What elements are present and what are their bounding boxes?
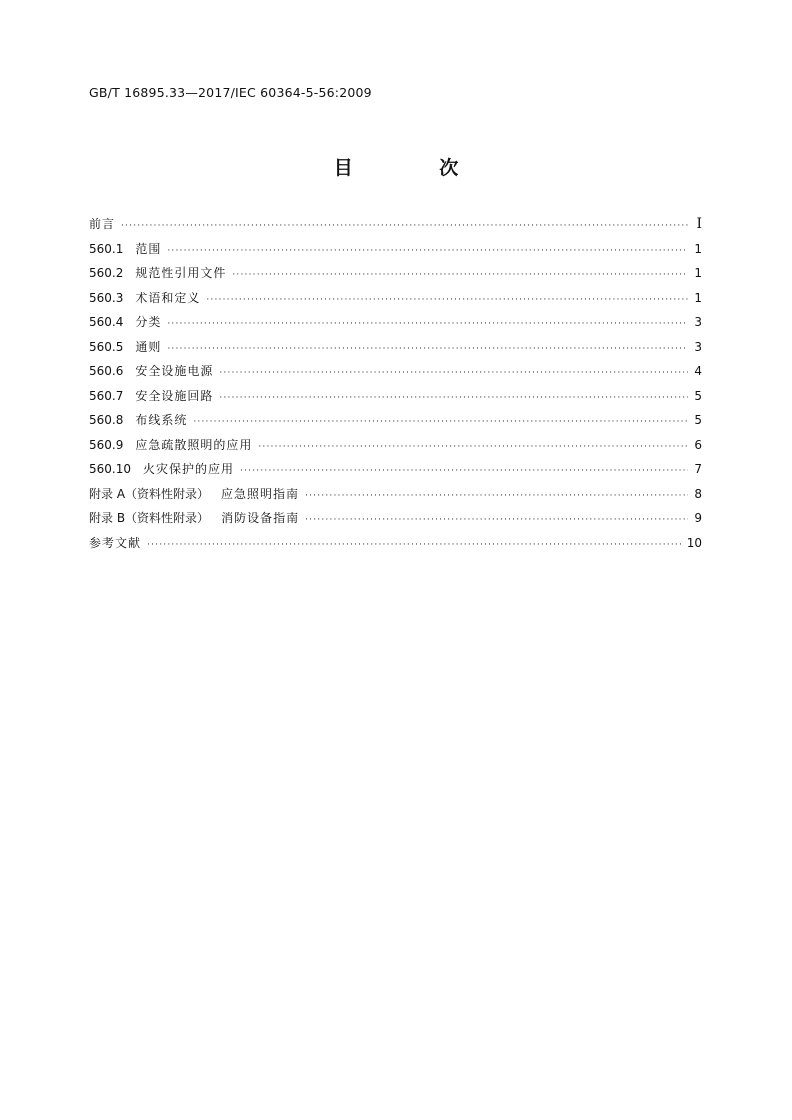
toc-entry[interactable] [89,215,702,240]
table-of-contents [89,215,702,558]
toc-page: 6 [694,437,702,452]
toc-label: 安全设施回路 [135,388,214,403]
toc-page: 4 [694,364,702,378]
toc-entry[interactable] [89,240,702,265]
toc-label: 前言 [89,217,116,231]
toc-entry[interactable] [89,289,702,314]
toc-entry[interactable] [89,264,702,289]
toc-number: 560.9 [89,437,124,452]
toc-page: Ⅰ [696,216,702,232]
toc-number: 560.6 [89,364,124,378]
toc-label: 规范性引用文件 [135,266,227,280]
toc-entry[interactable] [89,313,702,338]
toc-number: 560.1 [89,241,124,256]
toc-leader [258,442,688,452]
toc-page: 5 [694,413,702,427]
page-title: 目 次 [333,157,499,179]
toc-leader [206,295,688,305]
toc-entry[interactable] [89,534,702,559]
toc-entry[interactable] [89,485,702,510]
toc-label: 通则 [135,339,162,354]
toc-number: 560.4 [89,315,124,329]
toc-label: 分类 [135,315,162,329]
toc-label: 安全设施电源 [135,364,214,378]
toc-label: 参考文献 [89,535,142,550]
toc-page: 7 [694,462,702,476]
toc-number: 560.5 [89,339,124,354]
toc-number: 560.10 [89,462,131,476]
toc-entry[interactable] [89,338,702,363]
toc-number: 附录 A（资料性附录） [89,486,210,501]
toc-page: 3 [694,315,702,329]
toc-leader [305,491,688,501]
toc-entry[interactable] [89,411,702,436]
toc-leader [167,344,688,354]
toc-leader [167,246,688,256]
toc-label: 应急疏散照明的应用 [135,437,253,452]
toc-leader [219,368,688,378]
toc-label: 消防设备指南 [221,511,300,525]
toc-page: 8 [694,486,702,501]
document-header: GB/T 16895.33—2017/IEC 60364-5-56:2009 [89,85,372,100]
toc-entry[interactable] [89,509,702,534]
toc-leader [193,417,688,427]
toc-leader [232,270,688,280]
toc-leader [305,515,688,525]
toc-page: 1 [694,241,702,256]
toc-page: 5 [694,388,702,403]
toc-number: 560.2 [89,266,124,280]
toc-leader [240,466,688,476]
toc-page: 10 [686,535,702,550]
toc-label: 术语和定义 [135,290,201,305]
toc-entry[interactable] [89,436,702,461]
toc-page: 9 [694,511,702,525]
toc-number: 560.8 [89,413,124,427]
toc-leader [219,393,688,403]
toc-page: 3 [694,339,702,354]
toc-number: 附录 B（资料性附录） [89,511,210,525]
toc-label: 应急照明指南 [221,486,300,501]
toc-page: 1 [694,290,702,305]
toc-page: 1 [694,266,702,280]
toc-entry[interactable] [89,387,702,412]
toc-entry[interactable] [89,460,702,485]
toc-number: 560.7 [89,388,124,403]
toc-leader [147,540,681,550]
toc-label: 范围 [135,241,162,256]
toc-label: 火灾保护的应用 [143,462,235,476]
toc-number: 560.3 [89,290,124,305]
toc-label: 布线系统 [135,413,188,427]
toc-entry[interactable] [89,362,702,387]
toc-leader [167,319,688,329]
toc-leader [121,221,688,231]
